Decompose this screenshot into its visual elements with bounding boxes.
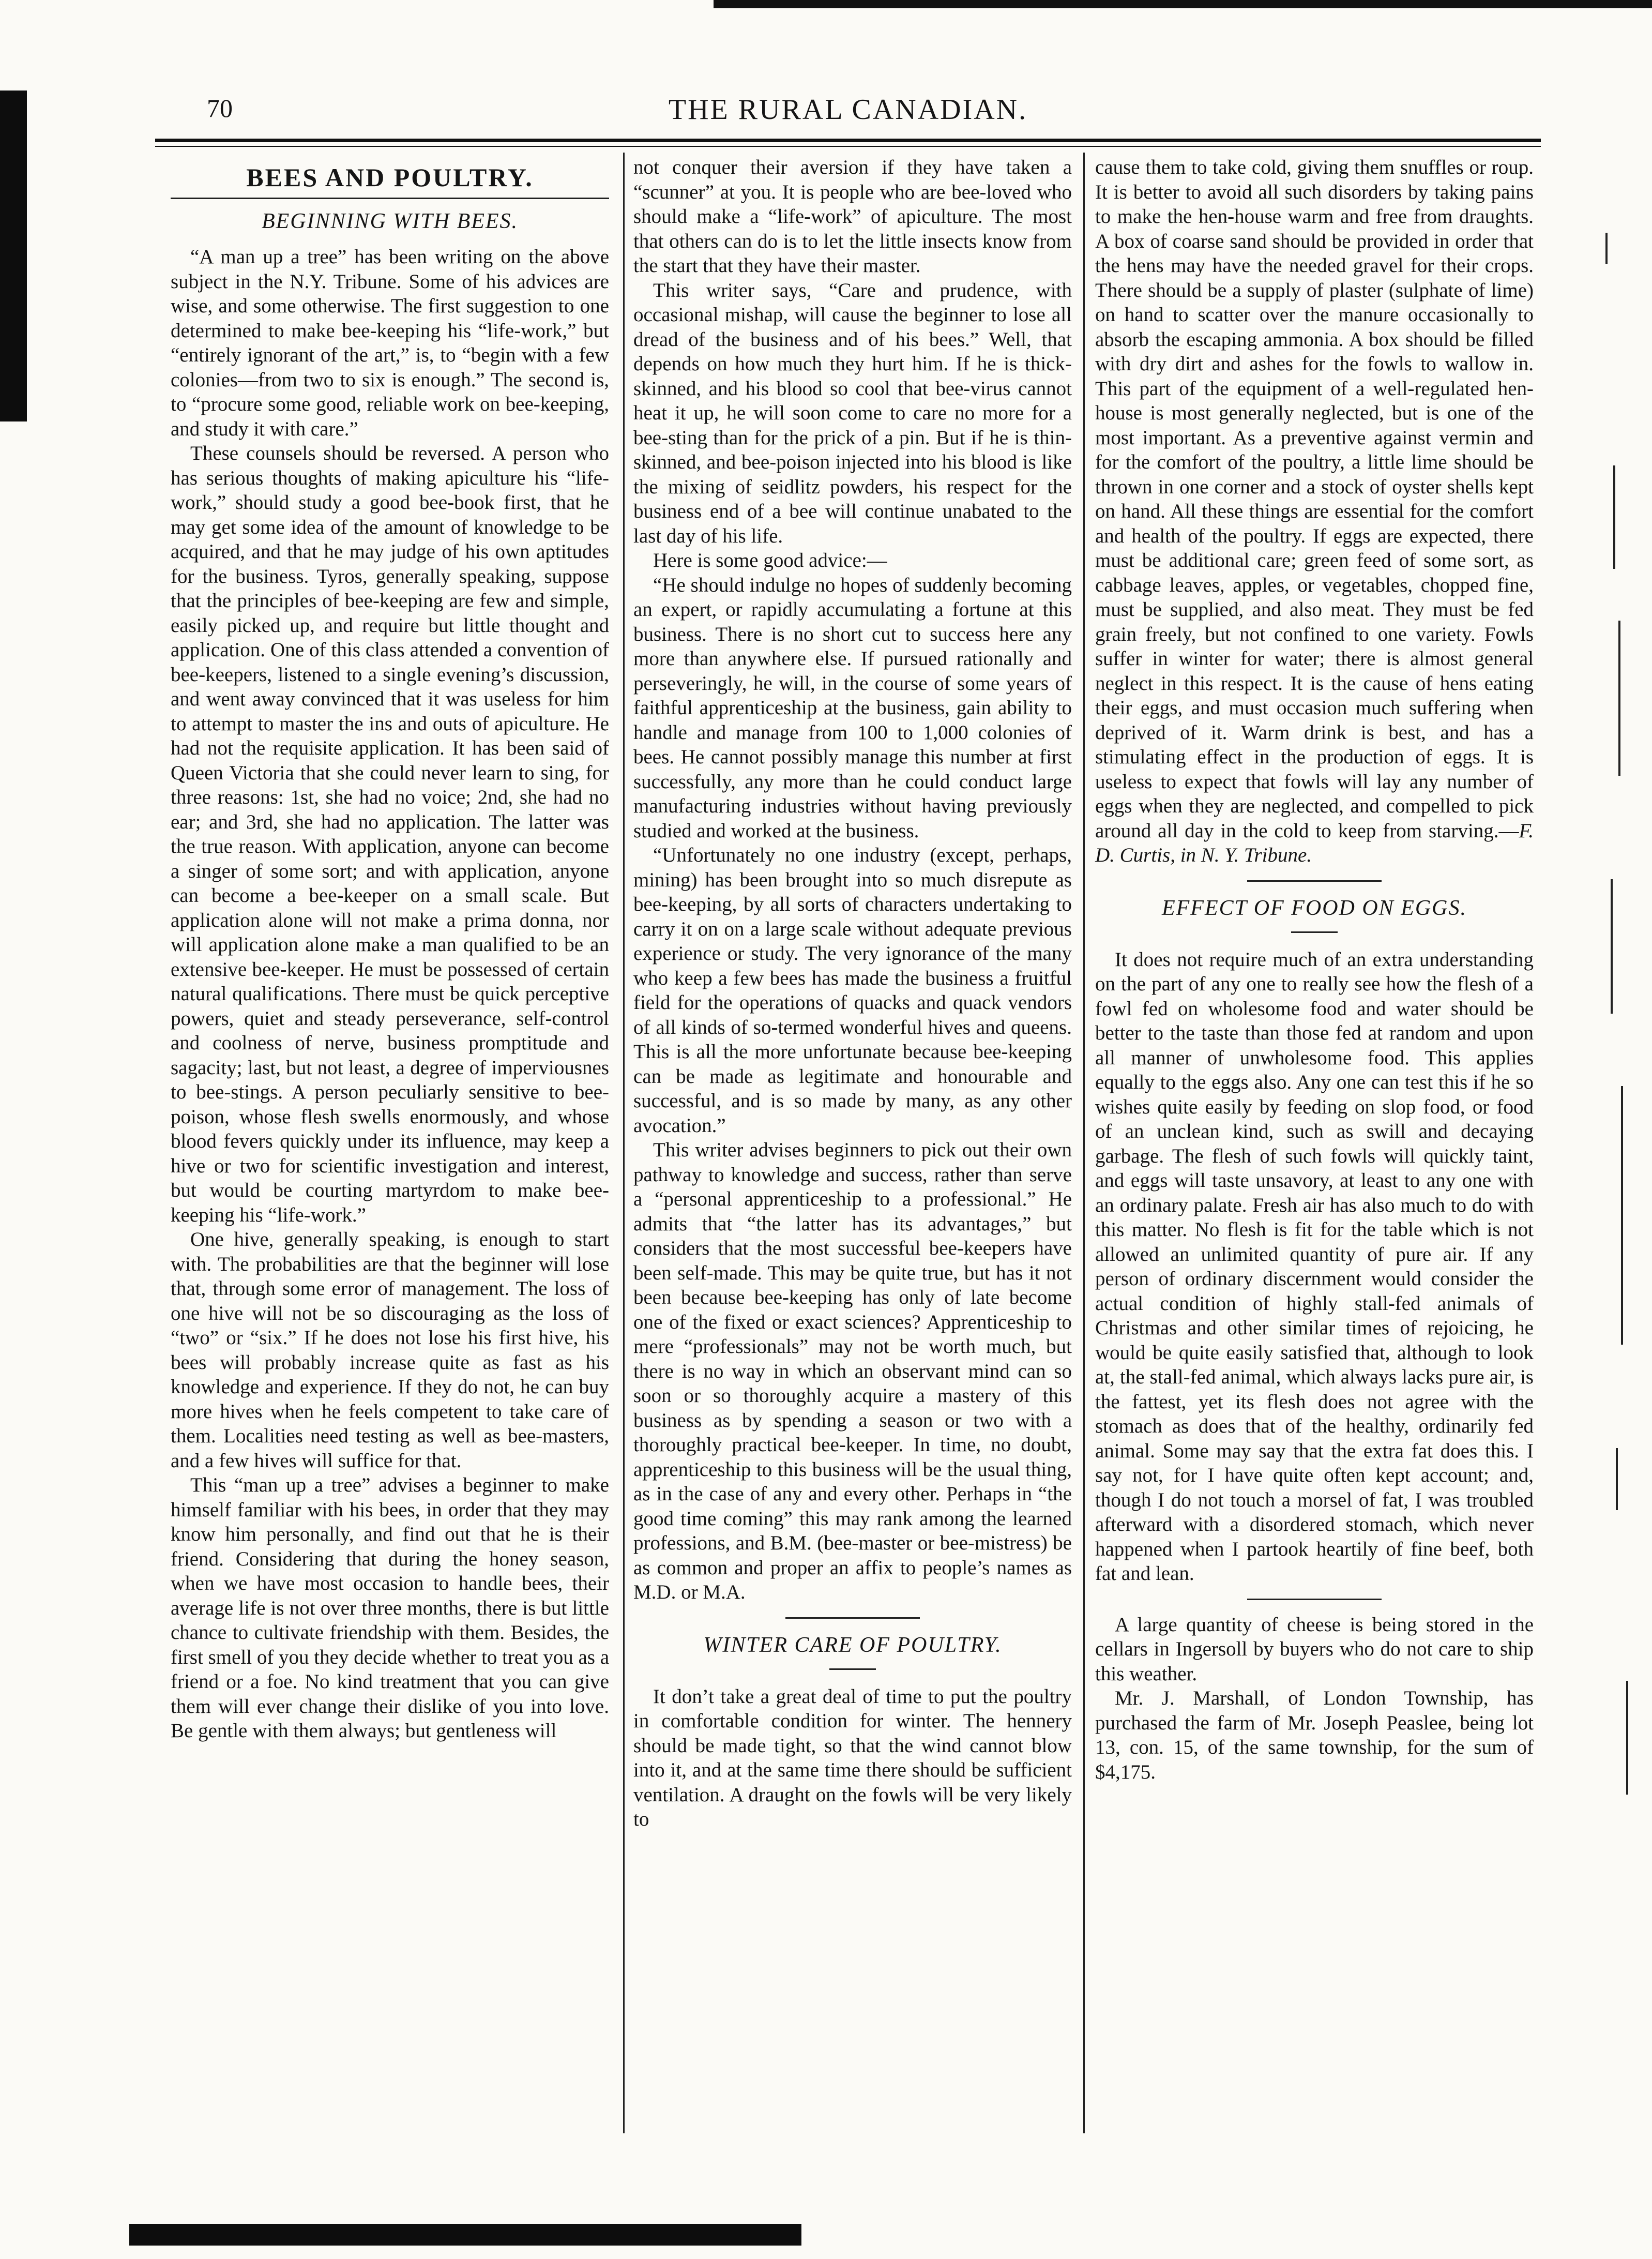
page-header bbox=[155, 93, 1541, 134]
paragraph-text: cause them to take cold, giving them snuffles or roup. It is better to avoid all such disorders by taking pains to make the hen-house warm and free from draughts. A box of coarse sand should be provided in order that the hens may have the needed gravel for their crops. There should be a supply of plaster (sulphate of lime) on hand to scatter over the manure occasionally to absorb the escaping ammonia. A box should be filled with dry dirt and ashes for the fowls to wallow in. This part of the equipment of a well-regulated hen-house is most generally neglected, but is one of the most important. As a preventive against vermin and for the comfort of the poultry, a little lime should be thrown in one corner and a stock of oyster shells kept on hand. All these things are essential for the comfort and health of the poultry. If eggs are expected, there must be additional care; green feed of some sort, as cabbage leaves, apples, or vegetables, chopped fine, must be supplied, and also meat. They must be fed grain freely, but not confined to one variety. Fowls suffer in winter for water; there is almost general neglect in this respect. It is the cause of hens eating their eggs, and must occasion much suffering when deprived of it. Warm drink is best, and has a stimulating effect in the production of eggs. It is useless to expect that fowls will lay any number of eggs when they are neglected, and compelled to pick around all day in the cold to keep from starving.— bbox=[1095, 156, 1534, 842]
page-number: 70 bbox=[207, 94, 233, 123]
section-title: BEES AND POULTRY. bbox=[246, 163, 534, 192]
column-2 bbox=[633, 155, 1072, 1832]
scan-edge-top bbox=[714, 0, 1652, 8]
paragraph: “Unfortunately no one industry (except, perhaps, mining) has been brought into so much disrepute as bee-keeping, by all sorts of characters undertaking to carry it on on a large scale without adequate previous experience or study. The very ignorance of the many who keep a few bees has made the business a fruitful field for the operations of quacks and quack vendors of all kinds of so-termed wonderful hives and queens. This is all the more unfortunate because bee-keeping can be made as legitimate and honourable and successful, and is so made by many, as any other avocation.” bbox=[633, 844, 1072, 1137]
section-rule bbox=[171, 198, 609, 199]
separator-rule bbox=[1247, 880, 1382, 882]
header-rule-thin bbox=[155, 146, 1541, 147]
article-title: EFFECT OF FOOD ON EGGS. bbox=[1161, 896, 1467, 920]
separator-rule bbox=[1247, 1599, 1382, 1600]
paragraph: “A man up a tree” has been writing on the above subject in the N.Y. Tribune. Some of his advices are wise, and some otherwise. The first suggestion to one determined to make bee-keeping his “life-work,” but “entirely ignorant of the art,” is, to “begin with a few colonies—from two to six is enough.” The second is, to “procure some good, reliable work on bee-keeping, and study it with care.” bbox=[171, 246, 609, 440]
article-title: WINTER CARE OF POULTRY. bbox=[703, 1633, 1002, 1657]
scan-edge-left bbox=[0, 91, 27, 421]
paragraph: “He should indulge no hopes of suddenly becoming an expert, or rapidly accumulating a fortune at this business. There is no short cut to success here any more than anywhere else. If pursued rationally and perseveringly, he will, in the course of some years of faithful apprenticeship at the business, gain ability to handle and manage from 100 to 1,000 colonies of bees. He cannot possibly manage this number at first successfully, any more than he could conduct large manufacturing industries without having previously studied and worked at the business. bbox=[633, 574, 1072, 842]
column-3 bbox=[1095, 155, 1534, 1784]
paragraph bbox=[1095, 155, 1534, 868]
source-credit: F. D. Curtis, in N. Y. Tribune. bbox=[1095, 819, 1534, 866]
paragraph: A large quantity of cheese is being stored in the cellars in Ingersoll by buyers who do not care to ship this weather. bbox=[1095, 1613, 1534, 1685]
paragraph: Here is some good advice:— bbox=[653, 549, 887, 571]
column-divider bbox=[1083, 153, 1085, 2133]
scan-specks-right bbox=[1595, 155, 1652, 1810]
paragraph: This “man up a tree” advises a beginner to make himself familiar with his bees, in order that they may know him personally, and find out that he is their friend. Considering that during the honey season, when we have most occasion to handle bees, their average life is not over three months, there is but little chance to cultivate friendship with them. Besides, the first smell of you they decide whether to treat you as a friend or a foe. No kind treatment that you can give them will ever change their dislike of you into love. Be gentle with them always; but gentleness will bbox=[171, 1474, 609, 1742]
short-rule bbox=[1291, 931, 1338, 933]
paragraph: Mr. J. Marshall, of London Township, has purchased the farm of Mr. Joseph Peaslee, being lot 13, con. 15, of the same township, for the sum of $4,175. bbox=[1095, 1687, 1534, 1783]
paragraph: These counsels should be reversed. A person who has serious thoughts of making apiculture his “life-work,” should study a good bee-book first, that he may get some idea of the amount of knowledge to be acquired, and that he may judge of his own aptitudes for the business. Tyros, generally speaking, suppose that the principles of bee-keeping are few and simple, easily picked up, and require but little thought and application. One of this class attended a convention of bee-keepers, listened to a single evening’s discussion, and went away convinced that it was useless for him to attempt to master the ins and outs of apiculture. He had not the requisite application. It has been said of Queen Victoria that she could never learn to sing, for three reasons: 1st, she had no voice; 2nd, she had no ear; and 3rd, she had no application. The latter was the true reason. With application, anyone can become a singer of some sort; and with application, anyone can become a bee-keeper on a small scale. But application alone will not make a prima donna, nor will application alone make a man qualified to be an extensive bee-keeper. He must be possessed of certain natural qualifications. There must be quick perceptive powers, quiet and steady perseverance, self-control and coolness of nerve, business promptitude and sagacity; last, but not least, a degree of imperviousnes to bee-stings. A person peculiarly sensitive to bee-poison, whose flesh swells enormously, and whose blood fevers quickly under its influence, may keep a hive or two for scientific investigation and interest, but would be courting martyrdom to make bee-keeping his “life-work.” bbox=[171, 442, 609, 1226]
masthead-title: THE RURAL CANADIAN. bbox=[668, 94, 1028, 126]
paragraph: One hive, generally speaking, is enough to start with. The probabilities are that the beginner will lose that, through some error of management. The loss of one hive will not be so discouraging as the loss of “two” or “six.” If he does not lose his first hive, his bees will probably increase quite as fast as his knowledge and experience. If they do not, he can buy more hives when he feels competent to take care of them. Localities need testing as well as bee-masters, and a few hives will suffice for that. bbox=[171, 1228, 609, 1472]
short-rule bbox=[829, 1668, 876, 1670]
column-1 bbox=[171, 155, 609, 1743]
article-title: BEGINNING WITH BEES. bbox=[261, 209, 519, 233]
separator-rule bbox=[785, 1617, 920, 1619]
paragraph: It don’t take a great deal of time to put the poultry in comfortable condition for winter. The hennery should be made tight, so that the wind cannot blow into it, and at the same time there should be sufficient ventilation. A draught on the fowls will be very likely to bbox=[633, 1685, 1072, 1830]
scan-edge-bottom bbox=[129, 2224, 801, 2246]
paragraph: It does not require much of an extra understanding on the part of any one to really see how the flesh of a fowl fed on wholesome food and water should be better to the taste than those fed at random and upon all manner of unwholesome food. This applies equally to the eggs also. Any one can test this if he so wishes quite easily by feeding on slop food, or food of an unclean kind, such as swill and decaying garbage. The flesh of such fowls will quickly taint, and eggs will taste unsavory, at least to any one with an ordinary palate. Fresh air has also much to do with this matter. No flesh is fit for the table which is not allowed an unlimited quantity of pure air. If any person of ordinary discernment would consider the actual condition of highly stall-fed animals of Christmas and other similar times of rejoicing, he would be quite easily satisfied that, although to look at, the stall-fed animal, which always lacks pure air, is the fattest, yet its flesh does not agree with the stomach as does that of the healthy, ordinarily fed animal. Some may say that the extra fat does this. I say not, for I have quite often kept account; and, though I do not touch a morsel of fat, I was troubled afterward with a disordered stomach, which never happened when I partook heartily of fine beef, both fat and lean. bbox=[1095, 948, 1534, 1585]
paragraph: not conquer their aversion if they have taken a “scunner” at you. It is people who are bee-loved who should make a “life-work” of apiculture. The most that others can do is to let the little insects know from the start that they have their master. bbox=[633, 156, 1072, 277]
paragraph: This writer advises beginners to pick out their own pathway to knowledge and success, rather than serve a “personal apprenticeship to a professional.” He admits that “the latter has its advantages,” but considers that the most successful bee-keepers have been self-made. This may be quite true, but has it not been because bee-keeping has only of late become one of the fixed or exact sciences? Apprenticeship to mere “professionals” may not be worth much, but there is no way in which an observant mind can so soon or so thoroughly acquire a mastery of this business as by spending a season or two with a thoroughly practical bee-keeper. In time, no doubt, apprenticeship to this business will be the usual thing, as in the case of any and every other. Perhaps in “the good time coming” this may rank among the learned professions, and B.M. (bee-master or bee-mistress) be as common and proper an affix to people’s names as M.D. or M.A. bbox=[633, 1139, 1072, 1603]
column-divider bbox=[623, 153, 625, 2133]
paragraph: This writer says, “Care and prudence, with occasional mishap, will cause the beginner to lose all dread of the business and of his bees.” Well, that depends on how much they hurt him. If he is thick-skinned, and his blood so cool that bee-virus cannot heat it up, he will soon come to care no more for a bee-sting than for the prick of a pin. But if he is thin-skinned, and bee-poison injected into his blood is like the mixing of seidlitz powders, his respect for the business end of a bee will continue unabated to the last day of his life. bbox=[633, 279, 1072, 547]
header-rule bbox=[155, 139, 1541, 142]
